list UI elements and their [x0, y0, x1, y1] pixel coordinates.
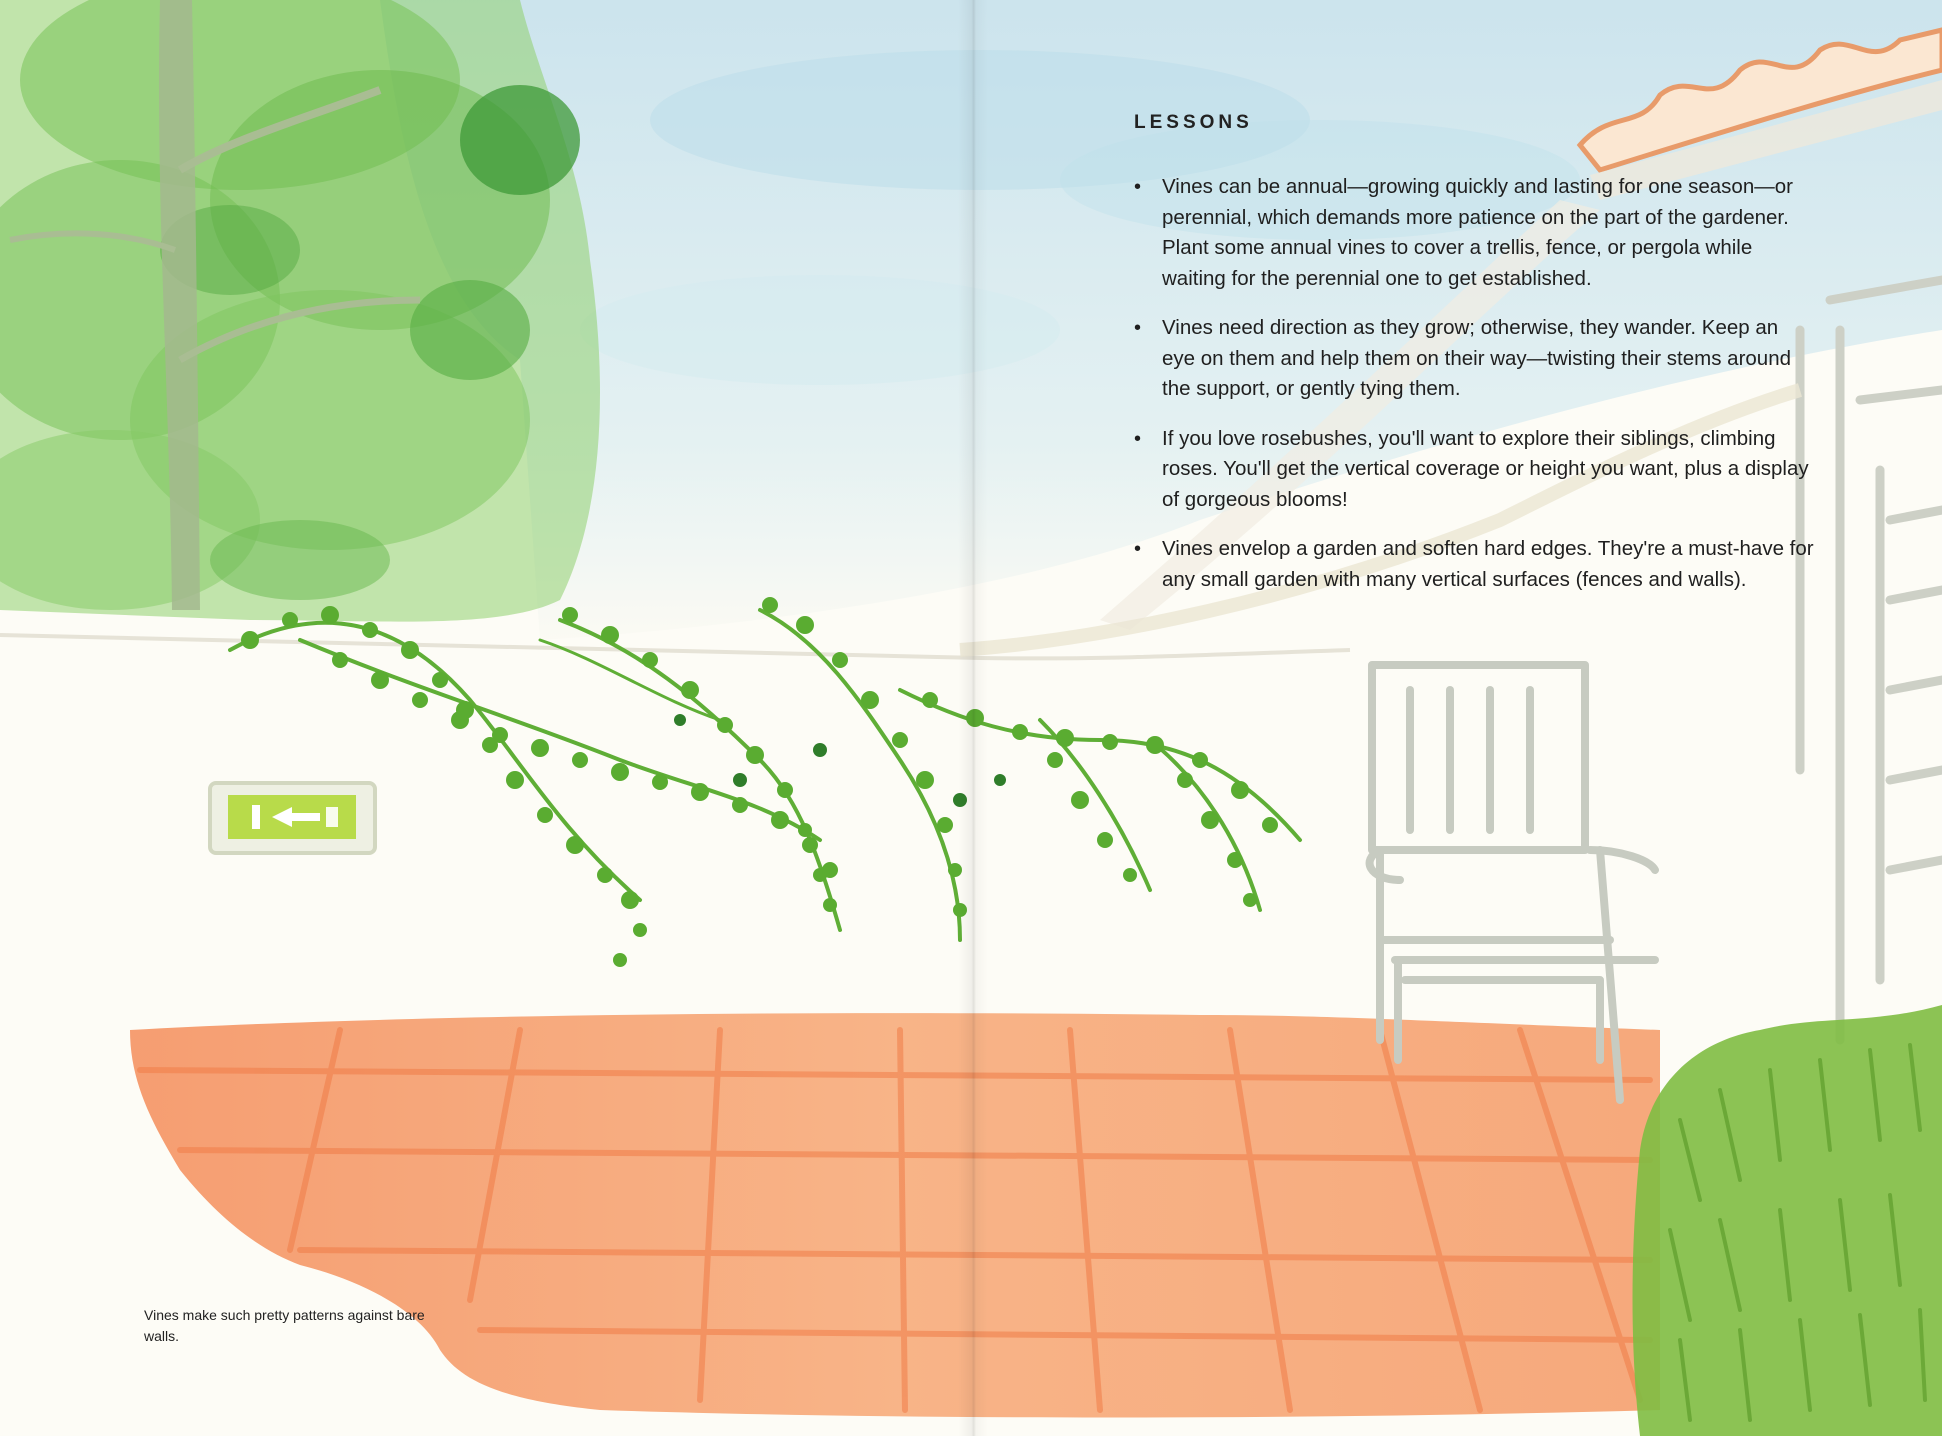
lesson-item: • Vines need direction as they grow; otherwise, they wander. Keep an eye on them and help them on their way—twisting their stems around the support, or gently tying them.	[1134, 313, 1814, 405]
wall-sign	[210, 783, 375, 853]
illustration-caption: Vines make such pretty patterns against bare walls.	[144, 1307, 425, 1344]
lessons-list	[1134, 172, 1814, 614]
lesson-item: • Vines can be annual—growing quickly and lasting for one season—or perennial, which demands more patience on the part of the gardener. Plant some annual vines to cover a trellis, fence, or pergola while waiting for the perennial one to get established.	[1134, 172, 1814, 294]
lesson-item: • If you love rosebushes, you'll want to explore their siblings, climbing roses. You'll get the vertical coverage or height you want, plus a display of gorgeous blooms!	[1134, 424, 1814, 516]
lessons-heading: LESSONS	[1134, 112, 1253, 133]
lesson-item: • Vines envelop a garden and soften hard edges. They're a must-have for any small garden with many vertical surfaces (fences and walls).	[1134, 534, 1814, 595]
tree	[0, 0, 600, 622]
book-gutter	[958, 0, 988, 1436]
